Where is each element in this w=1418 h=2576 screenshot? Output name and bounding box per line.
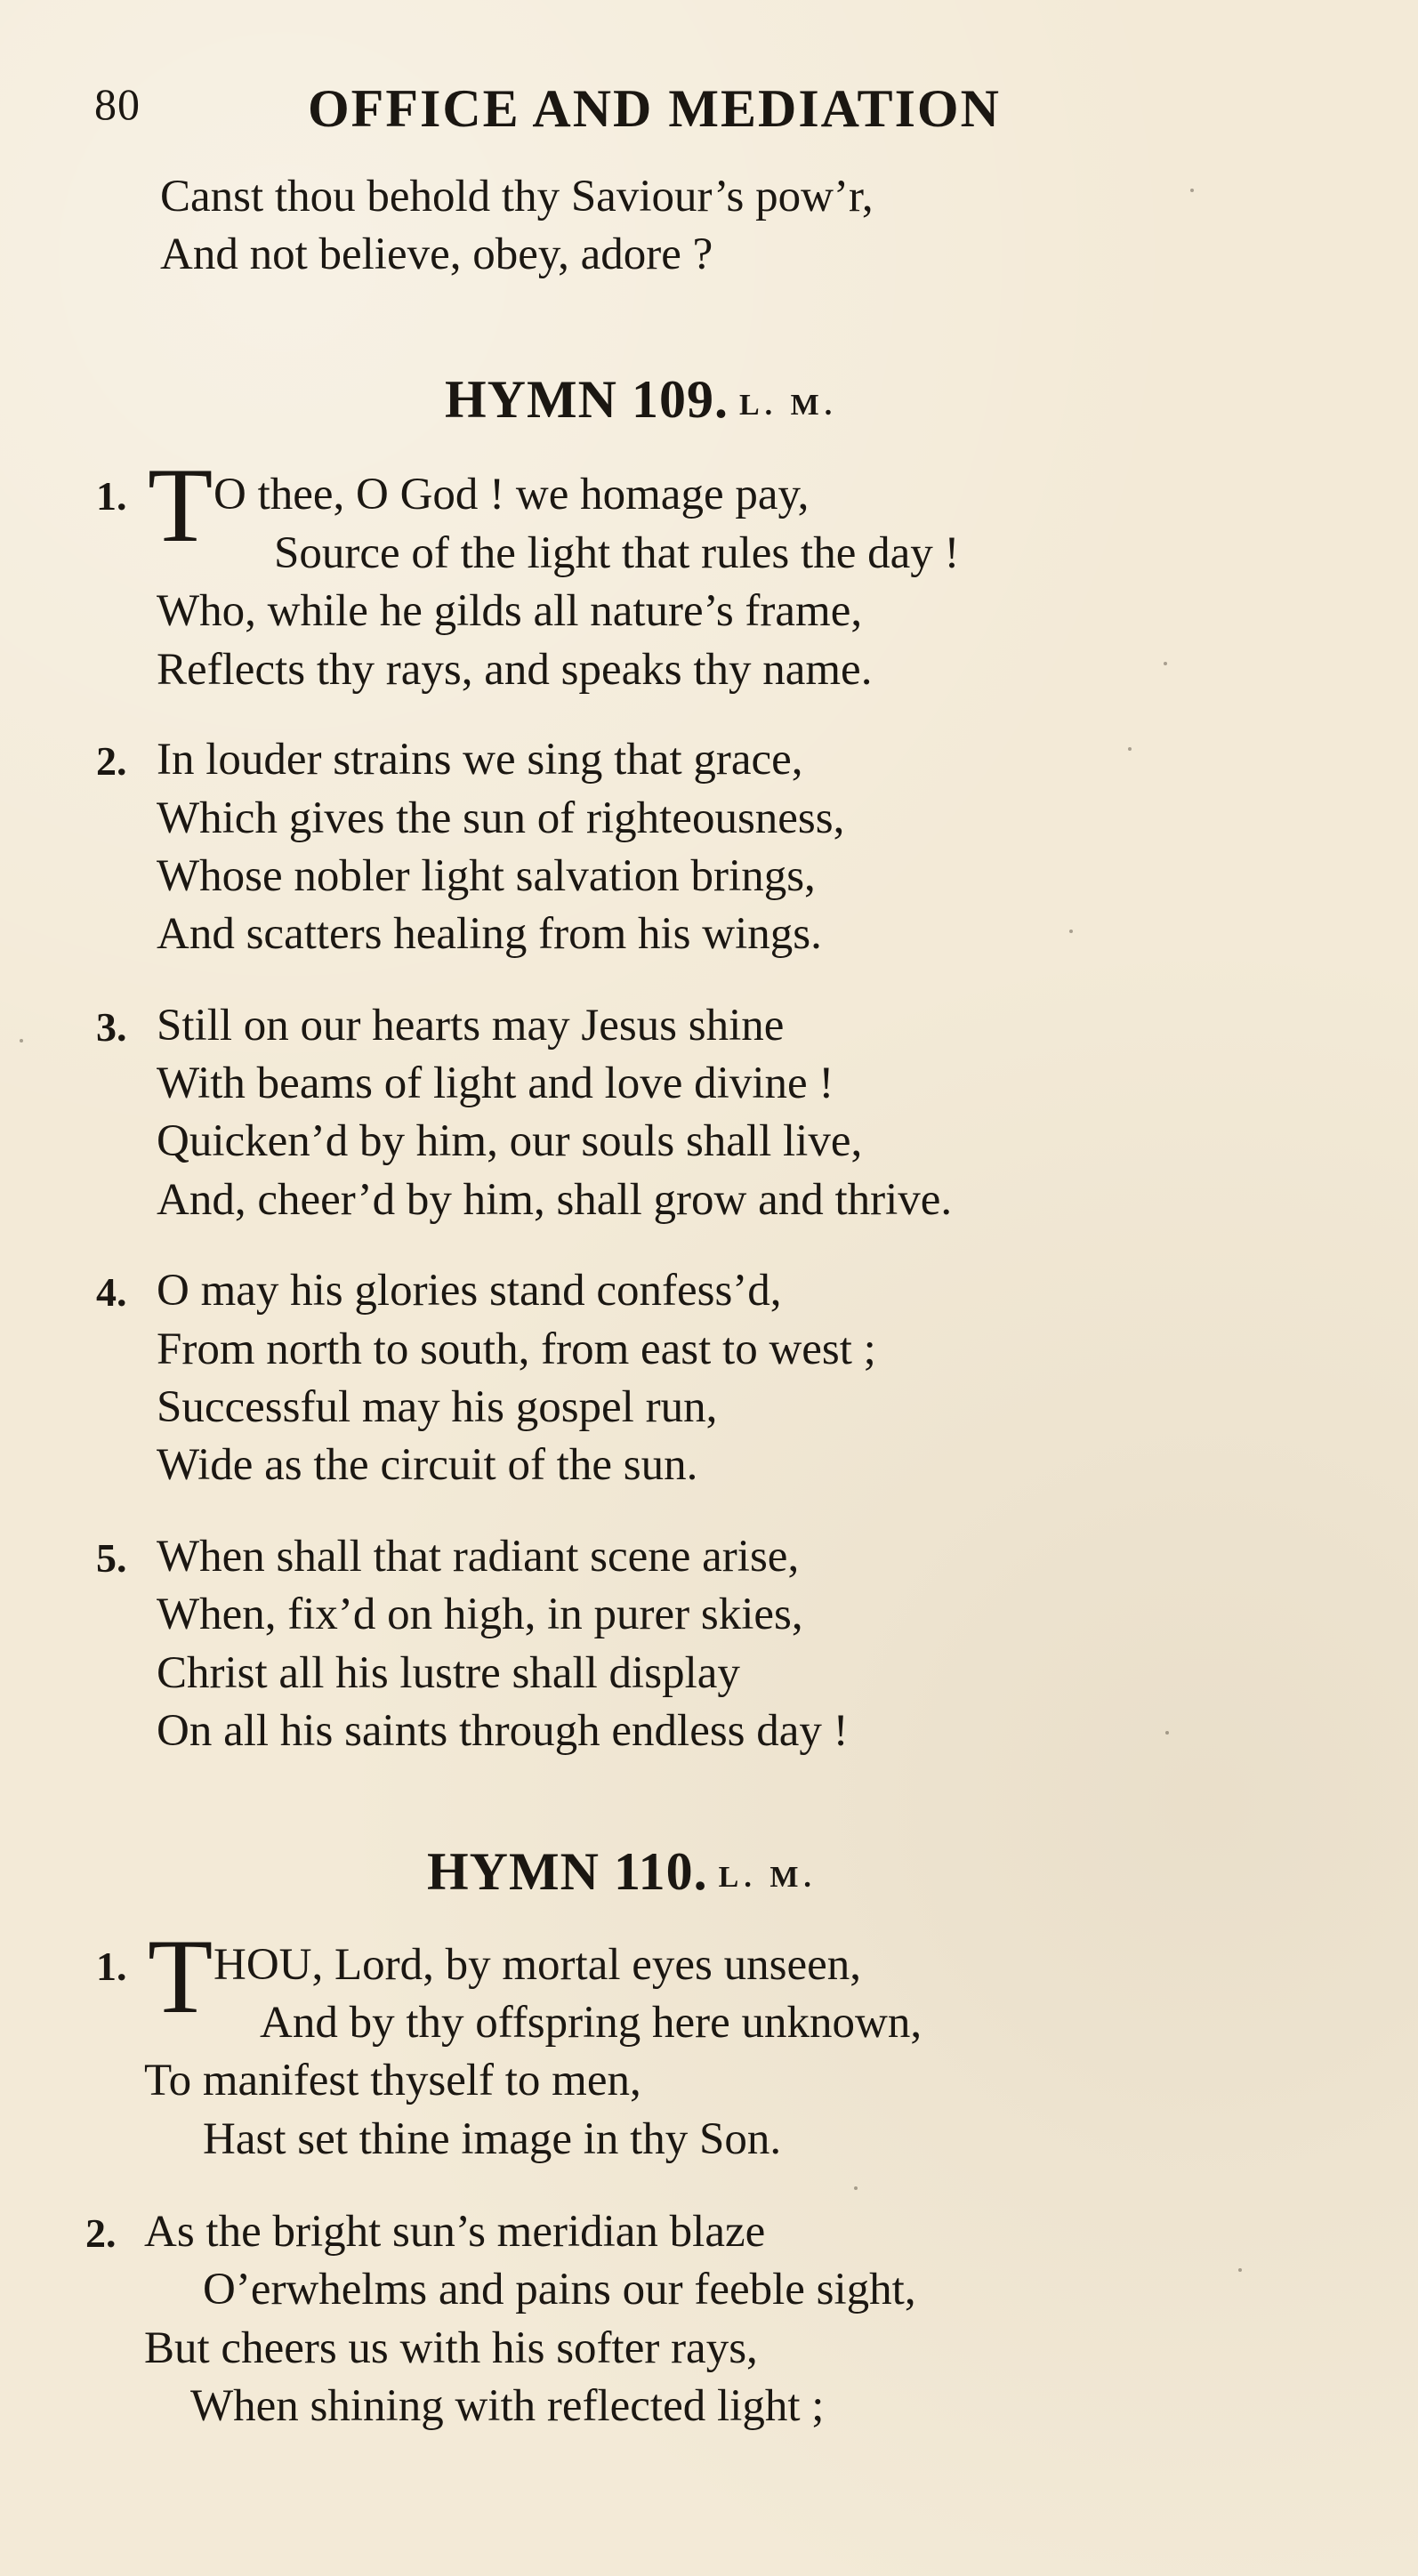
hymn-109-verse-2-line-3: Whose nobler light salvation brings, — [157, 851, 816, 901]
hymn-109-verse-1-number: 1. — [96, 473, 127, 519]
page-number: 80 — [94, 79, 141, 129]
hymn-110-verse-1-line-3: To manifest thyself to men, — [144, 2056, 641, 2105]
hymn-109-verse-5-line-1: When shall that radiant scene arise, — [157, 1532, 800, 1582]
hymn-110-verse-2-line-3: But cheers us with his softer rays, — [144, 2323, 758, 2373]
hymn-110-verse-2-line-1: As the bright sun’s meridian blaze — [144, 2207, 766, 2257]
paper-speck — [1238, 2268, 1242, 2272]
hymn-110-verse-1-line-1: HOU, Lord, by mortal eyes unseen, — [214, 1940, 861, 1990]
hymn-109-verse-5-number: 5. — [96, 1535, 127, 1581]
hymn-109-verse-2-number: 2. — [96, 738, 127, 784]
running-title: OFFICE AND MEDIATION — [308, 79, 1001, 138]
hymn-109-verse-1-line-3: Who, while he gilds all nature’s frame, — [157, 586, 863, 636]
hymn-110-verse-2-number: 2. — [85, 2210, 117, 2256]
hymn-109-number: HYMN 109. — [445, 370, 729, 429]
hymn-109-verse-2-line-2: Which gives the sun of righteousness, — [157, 793, 845, 843]
paper-speck — [1164, 662, 1167, 665]
hymn-109-verse-5-line-2: When, fix’d on high, in purer skies, — [157, 1590, 803, 1639]
paper-speck — [1165, 1731, 1169, 1735]
hymn-109-verse-4-line-2: From north to south, from east to west ; — [157, 1324, 876, 1374]
hymn-109-verse-4-number: 4. — [96, 1269, 127, 1315]
hymn-110-verse-1-line-2: And by thy offspring here unknown, — [260, 1998, 923, 2048]
hymn-109-verse-1-line-1: O thee, O God ! we homage pay, — [214, 470, 810, 519]
intro-line-1: Canst thou behold thy Saviour’s pow’r, — [160, 172, 874, 221]
hymn-110-meter: L. M. — [718, 1861, 817, 1894]
hymn-109-verse-4-line-3: Successful may his gospel run, — [157, 1382, 718, 1432]
hymn-110-dropcap: T — [148, 1917, 214, 2035]
paper-speck — [20, 1039, 23, 1042]
hymn-109-verse-5-line-4: On all his saints through endless day ! — [157, 1706, 849, 1756]
paper-speck — [1069, 930, 1073, 933]
paper-speck — [1190, 189, 1194, 192]
hymn-110-verse-2-line-2: O’erwhelms and pains our feeble sight, — [203, 2265, 916, 2314]
hymn-110-verse-2-line-4: When shining with reflected light ; — [190, 2381, 825, 2431]
hymn-109-verse-2-line-1: In louder strains we sing that grace, — [157, 735, 803, 785]
intro-line-2: And not believe, obey, adore ? — [160, 229, 713, 279]
hymn-109-verse-3-line-3: Quicken’d by him, our souls shall live, — [157, 1116, 863, 1166]
hymn-109-verse-3-line-2: With beams of light and love divine ! — [157, 1059, 834, 1108]
hymn-110-verse-1-number: 1. — [96, 1944, 127, 1989]
hymn-109-dropcap: T — [148, 446, 214, 564]
hymn-109-verse-3-line-1: Still on our hearts may Jesus shine — [157, 1001, 785, 1051]
hymn-109-verse-2-line-4: And scatters healing from his wings. — [157, 909, 822, 959]
hymn-109-verse-3-number: 3. — [96, 1004, 127, 1050]
hymn-110-title — [427, 1841, 817, 1903]
hymn-109-title — [445, 369, 837, 431]
hymn-110-verse-1-line-4: Hast set thine image in thy Son. — [203, 2114, 782, 2164]
paper-speck — [1128, 747, 1132, 751]
hymn-109-verse-5-line-3: Christ all his lustre shall display — [157, 1648, 740, 1698]
hymn-109-verse-4-line-4: Wide as the circuit of the sun. — [157, 1440, 698, 1490]
hymn-109-verse-1-line-4: Reflects thy rays, and speaks thy name. — [157, 645, 873, 695]
hymn-109-verse-1-line-2: Source of the light that rules the day ! — [274, 528, 960, 578]
hymn-110-number: HYMN 110. — [427, 1842, 708, 1901]
hymn-109-verse-3-line-4: And, cheer’d by him, shall grow and thrive. — [157, 1175, 953, 1225]
hymn-109-meter: L. M. — [738, 389, 838, 422]
paper-speck — [854, 2186, 858, 2190]
running-head — [94, 78, 1144, 149]
hymn-109-verse-4-line-1: O may his glories stand confess’d, — [157, 1266, 782, 1316]
